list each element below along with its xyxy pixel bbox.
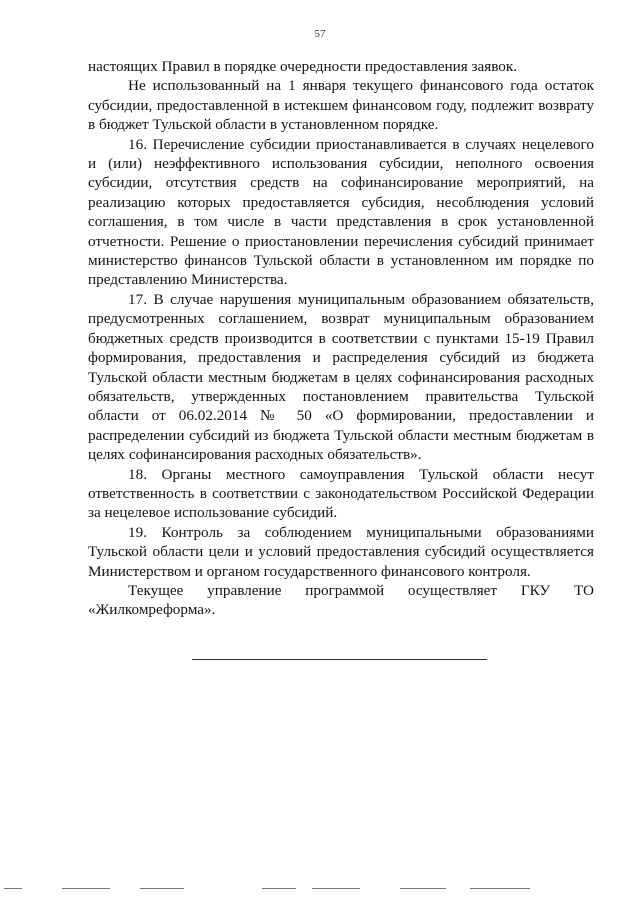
page-number: 57 xyxy=(314,28,326,40)
paragraph-18: 18. Органы местного самоуправления Тульской области несут ответственность в соответствии с законодательством Российской Федерации за нецелевое использование субсидий. xyxy=(88,465,594,522)
paragraph-17: 17. В случае нарушения муниципальным образованием обязательств, предусмотренных соглашением, возврат муниципальным образованием бюджетных средств производится в соответствии с пунктами 15-19 Правил формирования, предоставления и распределения субсидий из бюджета Тульской области местным бюджетам в целях софинансирования расходных обязательств, утвержденных постановлением правительства Тульской области от 06.02.2014 № 50 «О формировании, предоставлении и распределении субсидий из бюджета Тульской области местным бюджетам в целях софинансирования расходных обязательств». xyxy=(88,290,594,464)
scan-artifacts xyxy=(0,888,640,892)
end-of-document-rule xyxy=(192,659,487,660)
paragraph-unused-balance: Не использованный на 1 января текущего финансового года остаток субсидии, предоставленной в истекшем финансовом году, подлежит возврату в бюджет Тульской области в установленном порядке. xyxy=(88,77,594,134)
document-body xyxy=(88,57,594,620)
paragraph-19: 19. Контроль за соблюдением муниципальными образованиями Тульской области цели и условий предоставления субсидий осуществляется Министерством и органом государственного финансового контроля. xyxy=(88,523,594,580)
paragraph-management: Текущее управление программой осуществляет ГКУ ТО «Жилкомреформа». xyxy=(88,581,594,619)
paragraph-continuation: настоящих Правил в порядке очередности предоставления заявок. xyxy=(88,58,518,75)
paragraph-16: 16. Перечисление субсидии приостанавливается в случаях нецелевого и (или) неэффективного использования субсидии, неполного освоения субсидии, отсутствия средств на софинансирование мероприятий, на реализацию которых предоставляется субсидия, несоблюдения условий соглашения, в том числе в части представления в срок установленной отчетности. Решение о приостановлении перечисления субсидий принимает министерство финансов Тульской области в установленном им порядке по представлению Министерства. xyxy=(88,135,594,289)
